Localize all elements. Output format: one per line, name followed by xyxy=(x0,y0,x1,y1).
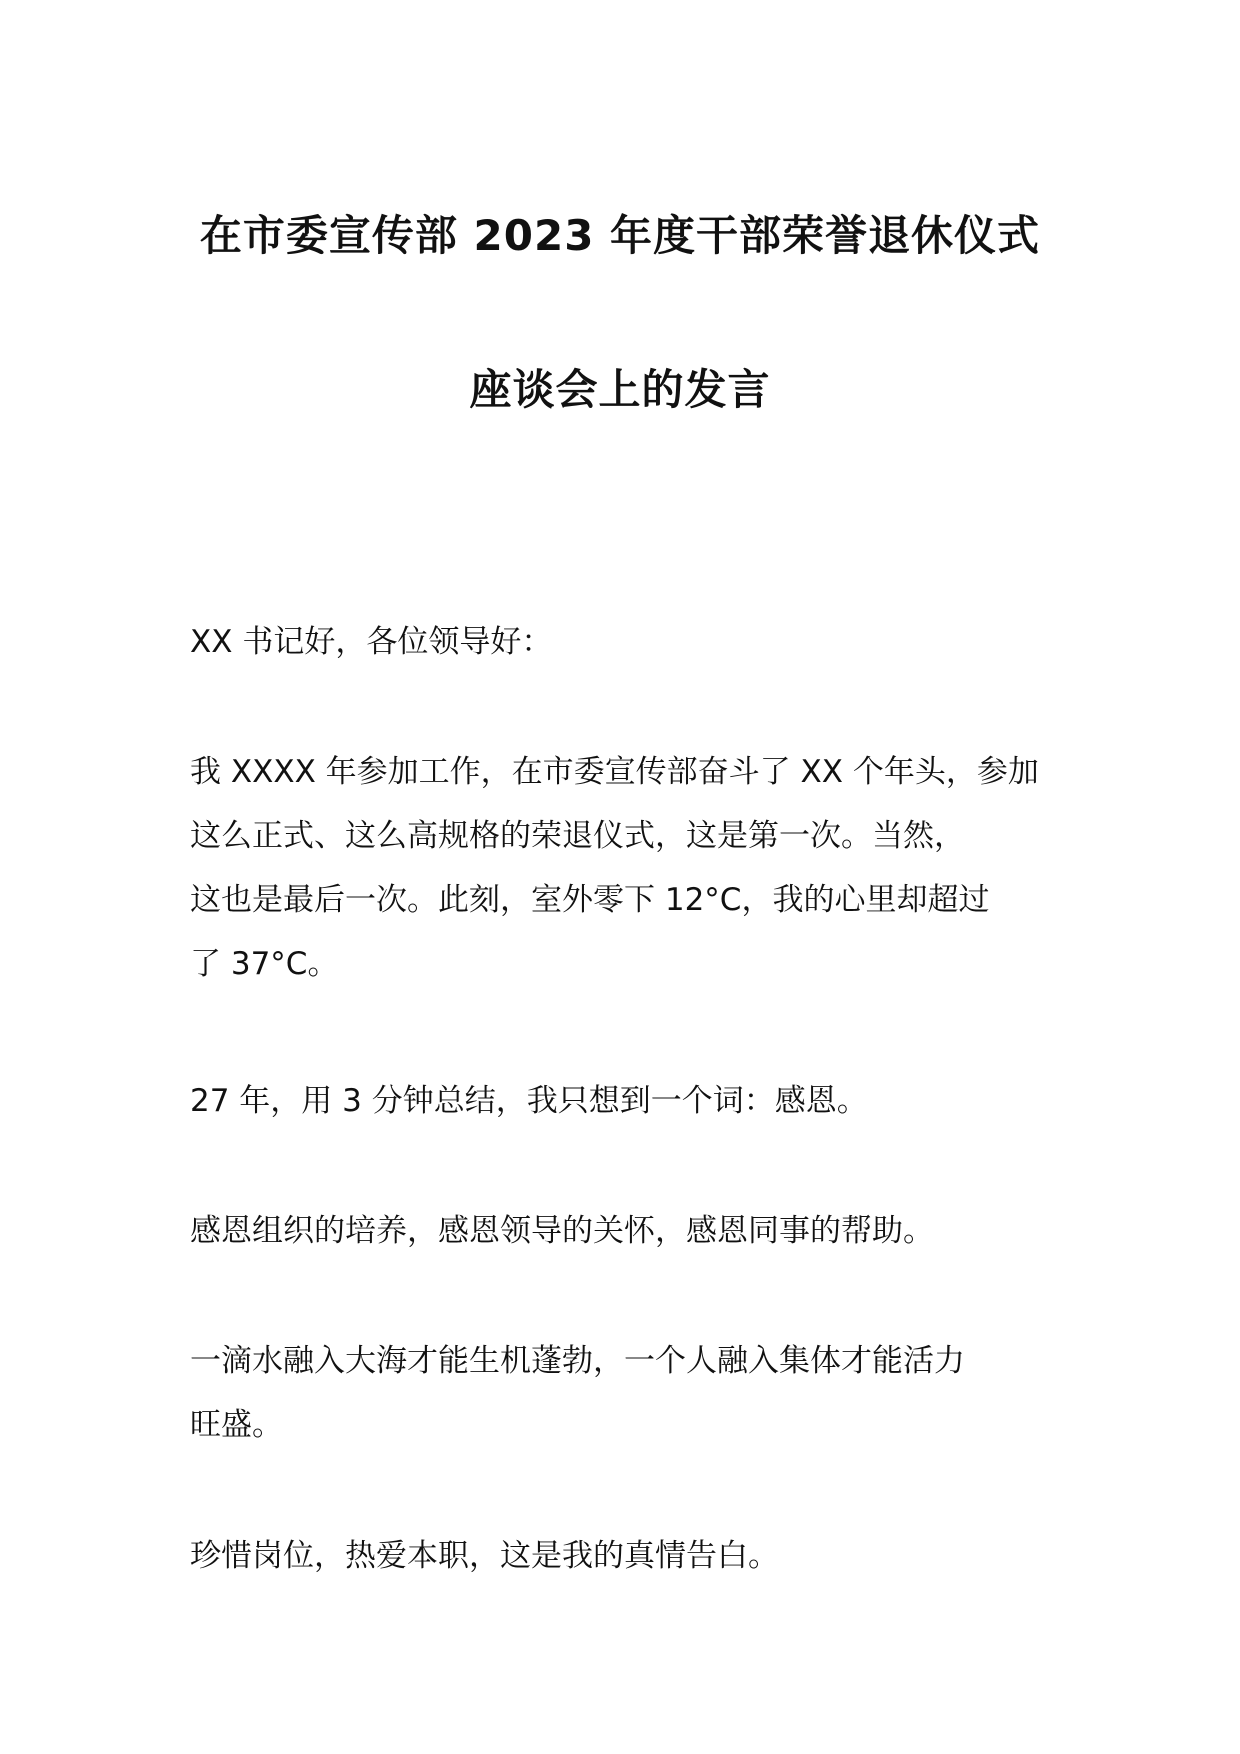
paragraph-5 xyxy=(190,1524,1070,1588)
paragraph-1-line-3: 这也是最后一次。此刻，室外零下 12°C，我的心里却超过 xyxy=(190,882,990,918)
paragraph-5-text: 珍惜岗位，热爱本职，这是我的真情告白。 xyxy=(190,1538,779,1574)
paragraph-3-text: 感恩组织的培养，感恩领导的关怀，感恩同事的帮助。 xyxy=(190,1213,934,1249)
document-title-line-1: 在市委宣传部 2023 年度干部荣誉退休仪式 xyxy=(199,211,1041,260)
greeting-text: XX 书记好，各位领导好： xyxy=(190,624,553,660)
paragraph-1-line-4: 了 37°C。 xyxy=(190,946,339,982)
paragraph-4-line-2: 旺盛。 xyxy=(190,1407,283,1443)
paragraph-4-line-1: 一滴水融入大海才能生机蓬勃，一个人融入集体才能活力 xyxy=(190,1343,965,1379)
paragraph-1 xyxy=(190,740,1070,996)
document-title-line-2: 座谈会上的发言 xyxy=(469,365,771,414)
paragraph-1-line-2: 这么正式、这么高规格的荣退仪式，这是第一次。当然， xyxy=(190,818,965,854)
paragraph-1-line-1: 我 XXXX 年参加工作，在市委宣传部奋斗了 XX 个年头，参加 xyxy=(190,754,1039,790)
paragraph-4 xyxy=(190,1329,1070,1457)
paragraph-2-text: 27 年，用 3 分钟总结，我只想到一个词：感恩。 xyxy=(190,1083,868,1119)
paragraph-2 xyxy=(190,1069,1070,1133)
paragraph-3 xyxy=(190,1199,1070,1263)
greeting-paragraph xyxy=(190,610,1070,674)
